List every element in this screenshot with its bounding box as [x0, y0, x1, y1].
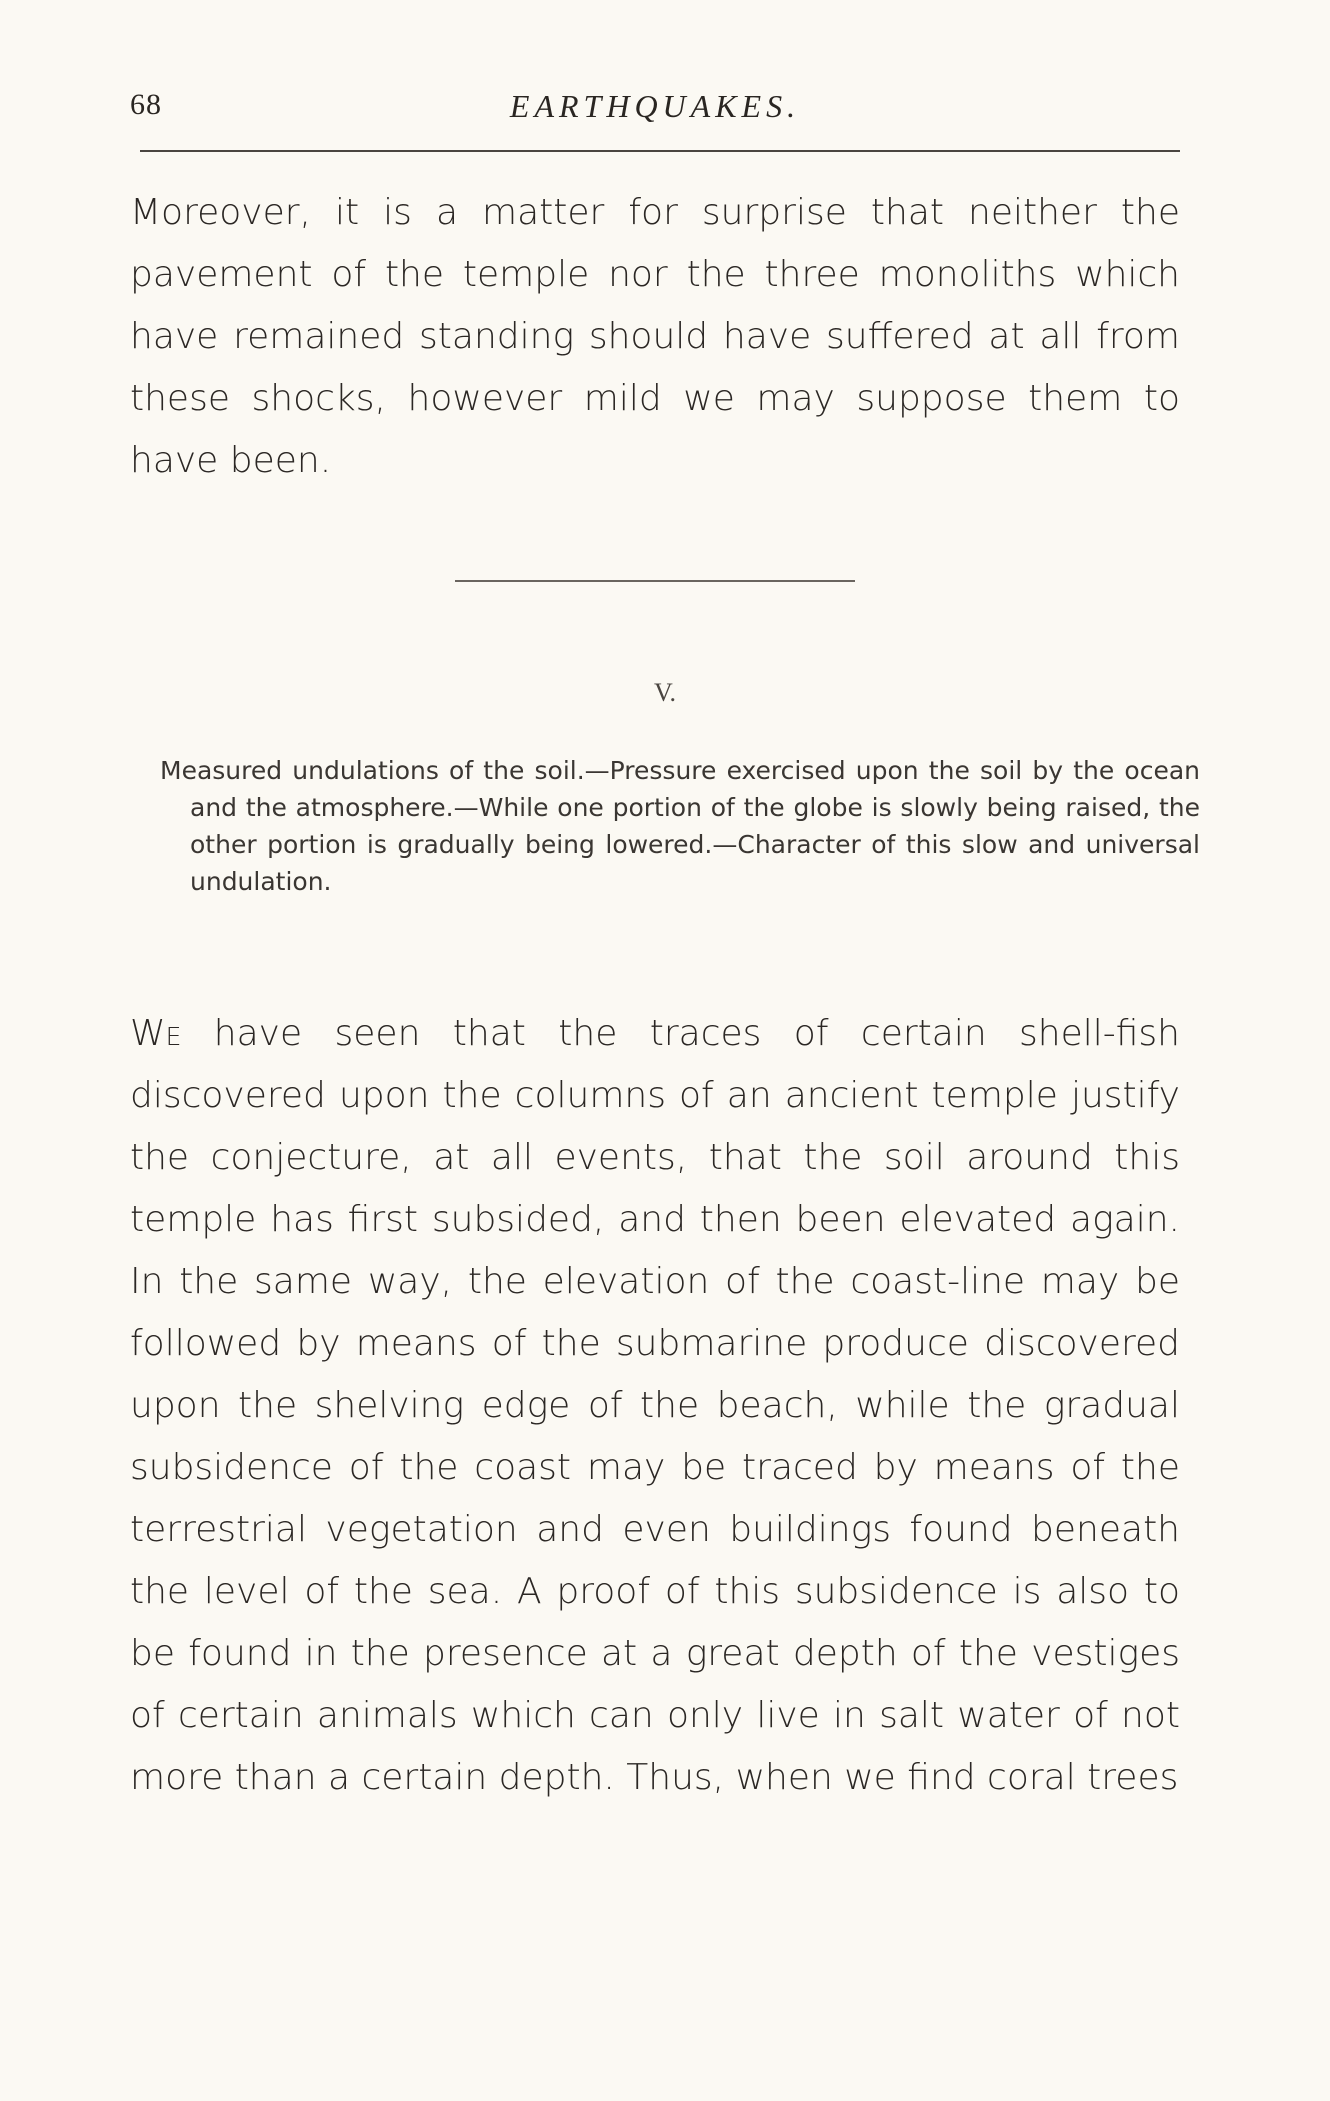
section-summary: Measured undulations of the soil.—Pressure exercised upon the soil by the ocean and the atmosphere.—While one portion of the globe is slowly being raised, the other portion is gradually being lowered.—Character of this slow and universal undulation.: [160, 756, 1200, 896]
paragraph-2-text: have seen that the traces of certain shell-fish discovered upon the columns of an ancient temple justify the conjecture, at all events, that the soil around this temple has first subsided, and then been elevated again. In the same way, the elevation of the coast-line may be followed by means of the submarine produce discovered upon the shelving edge of the beach, while the gradual subsidence of the coast may be traced by means of the terrestrial vegetation and even buildings found beneath the level of the sea. A proof of this subsidence is also to be found in the presence at a great depth of the vestiges of certain animals which can only live in salt water of not more than a certain depth. Thus, when we find coral trees: [130, 1013, 1180, 1798]
header-rule: [140, 150, 1180, 152]
running-head: [130, 88, 1180, 128]
running-title: EARTHQUAKES.: [509, 88, 801, 124]
section-number: V.: [654, 678, 676, 707]
paragraph-1: Moreover, it is a matter for surprise that neither the pavement of the temple nor the three monoliths which have remained standing should have suffered at all from these shocks, however mild we may suppose them to have been.: [130, 192, 1180, 481]
paragraph-2-lead-word: We: [130, 1013, 182, 1054]
section-divider: [455, 580, 855, 582]
page-number: 68: [130, 88, 162, 121]
paragraph-2: [130, 1003, 1180, 1809]
